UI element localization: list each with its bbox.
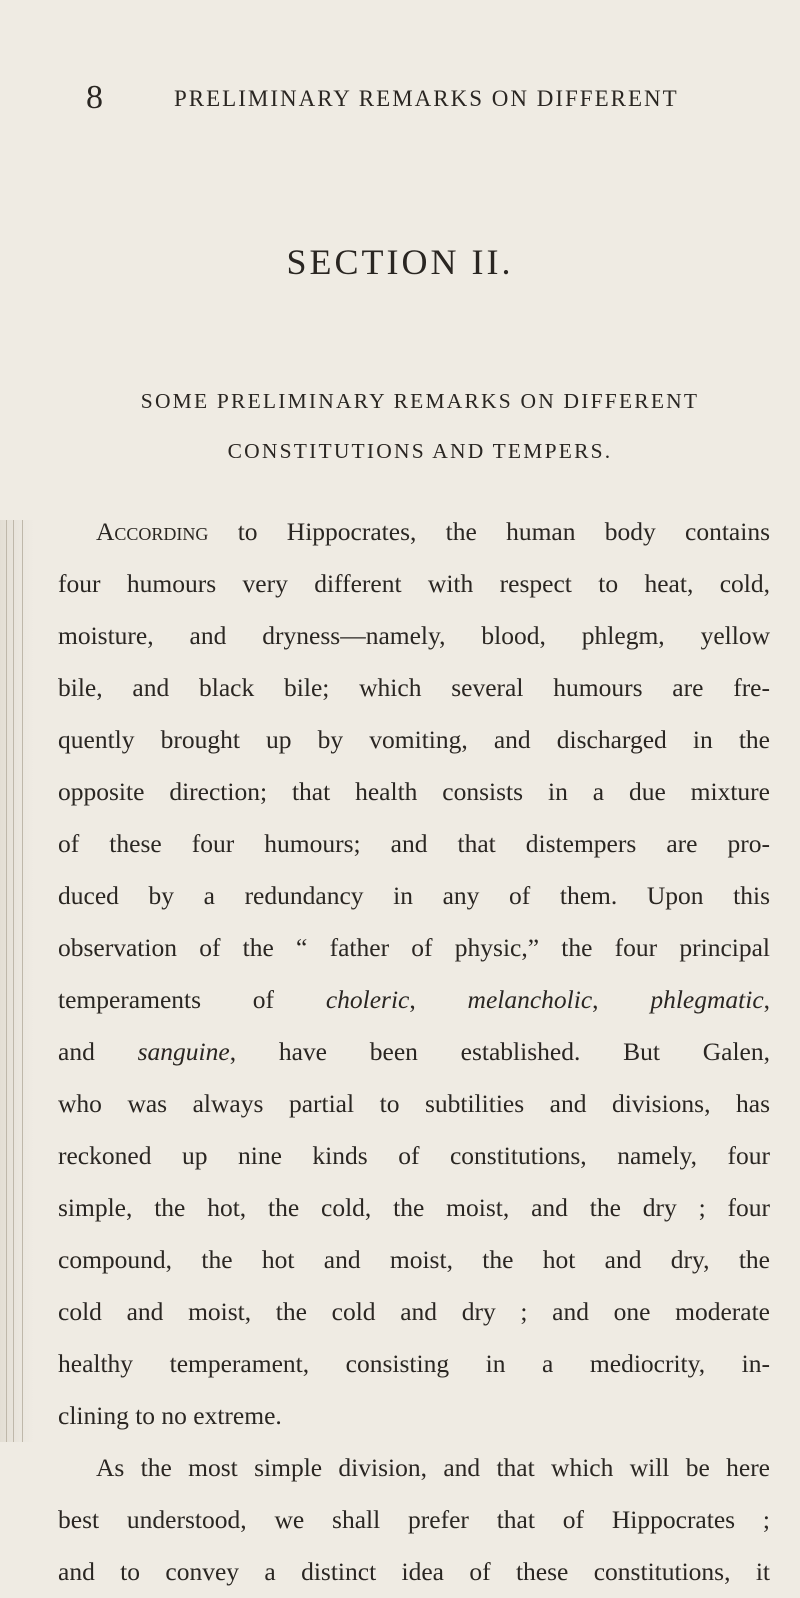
text-span: temperaments of <box>58 985 326 1014</box>
body-text <box>58 506 770 1598</box>
text-line <box>58 974 770 1026</box>
text-span: , have been established. But Galen, <box>229 1037 771 1066</box>
text-line: quently brought up by vomiting, and discharged in the <box>58 725 770 754</box>
text-line: duced by a redundancy in any of them. Upon this <box>58 881 770 910</box>
running-head <box>86 78 726 118</box>
text-line: healthy temperament, consisting in a mediocrity, in- <box>58 1349 770 1378</box>
page-number: 8 <box>86 79 103 116</box>
text-line: best understood, we shall prefer that of Hippocrates ; <box>58 1505 770 1534</box>
section-heading: SECTION II. <box>286 242 514 282</box>
gutter-line <box>13 520 14 1442</box>
text-line: observation of the “ father of physic,” the four principal <box>58 933 770 962</box>
text-span: to Hippocrates, the human body contains <box>208 517 770 546</box>
text-line: of these four humours; and that distempers are pro- <box>58 829 770 858</box>
text-line: four humours very different with respect to heat, cold, <box>58 569 770 598</box>
gutter-line <box>6 520 7 1442</box>
text-line: moisture, and dryness—namely, blood, phlegm, yellow <box>58 621 770 650</box>
gutter-line <box>22 520 23 1442</box>
text-line: reckoned up nine kinds of constitutions, namely, four <box>58 1141 770 1170</box>
text-line: simple, the hot, the cold, the moist, and the dry ; four <box>58 1193 770 1222</box>
italic-term: phlegmatic <box>650 985 764 1014</box>
text-line: bile, and black bile; which several humours are fre- <box>58 673 770 702</box>
italic-term: sanguine <box>137 1037 230 1066</box>
italic-term: choleric <box>325 985 410 1014</box>
section-subheading-line-1: SOME PRELIMINARY REMARKS ON DIFFERENT <box>140 389 700 413</box>
text-line: who was always partial to subtilities and divisions, has <box>58 1089 770 1118</box>
text-span: and <box>58 1037 138 1066</box>
running-title: PRELIMINARY REMARKS ON DIFFERENT <box>174 86 679 111</box>
page-gutter-shadow <box>0 520 34 1442</box>
text-line: As the most simple division, and that which will be here <box>96 1453 770 1482</box>
text-span: , <box>592 985 651 1014</box>
text-line: opposite direction; that health consists in a due mixture <box>58 777 770 806</box>
italic-term: melancholic <box>467 985 593 1014</box>
text-line <box>58 1026 770 1078</box>
text-span: , <box>409 985 468 1014</box>
text-line: clining to no extreme. <box>58 1401 282 1430</box>
paragraph-2 <box>58 1442 770 1598</box>
text-span: , <box>763 985 771 1014</box>
text-line: compound, the hot and moist, the hot and dry, the <box>58 1245 770 1274</box>
text-line: and to convey a distinct idea of these constitutions, it <box>58 1557 770 1586</box>
drop-lead-word: According <box>96 517 209 546</box>
text-line <box>58 506 770 558</box>
text-line: cold and moist, the cold and dry ; and one moderate <box>58 1297 770 1326</box>
section-subheading-line-2: CONSTITUTIONS AND TEMPERS. <box>227 439 613 463</box>
paragraph-1 <box>58 506 770 1442</box>
